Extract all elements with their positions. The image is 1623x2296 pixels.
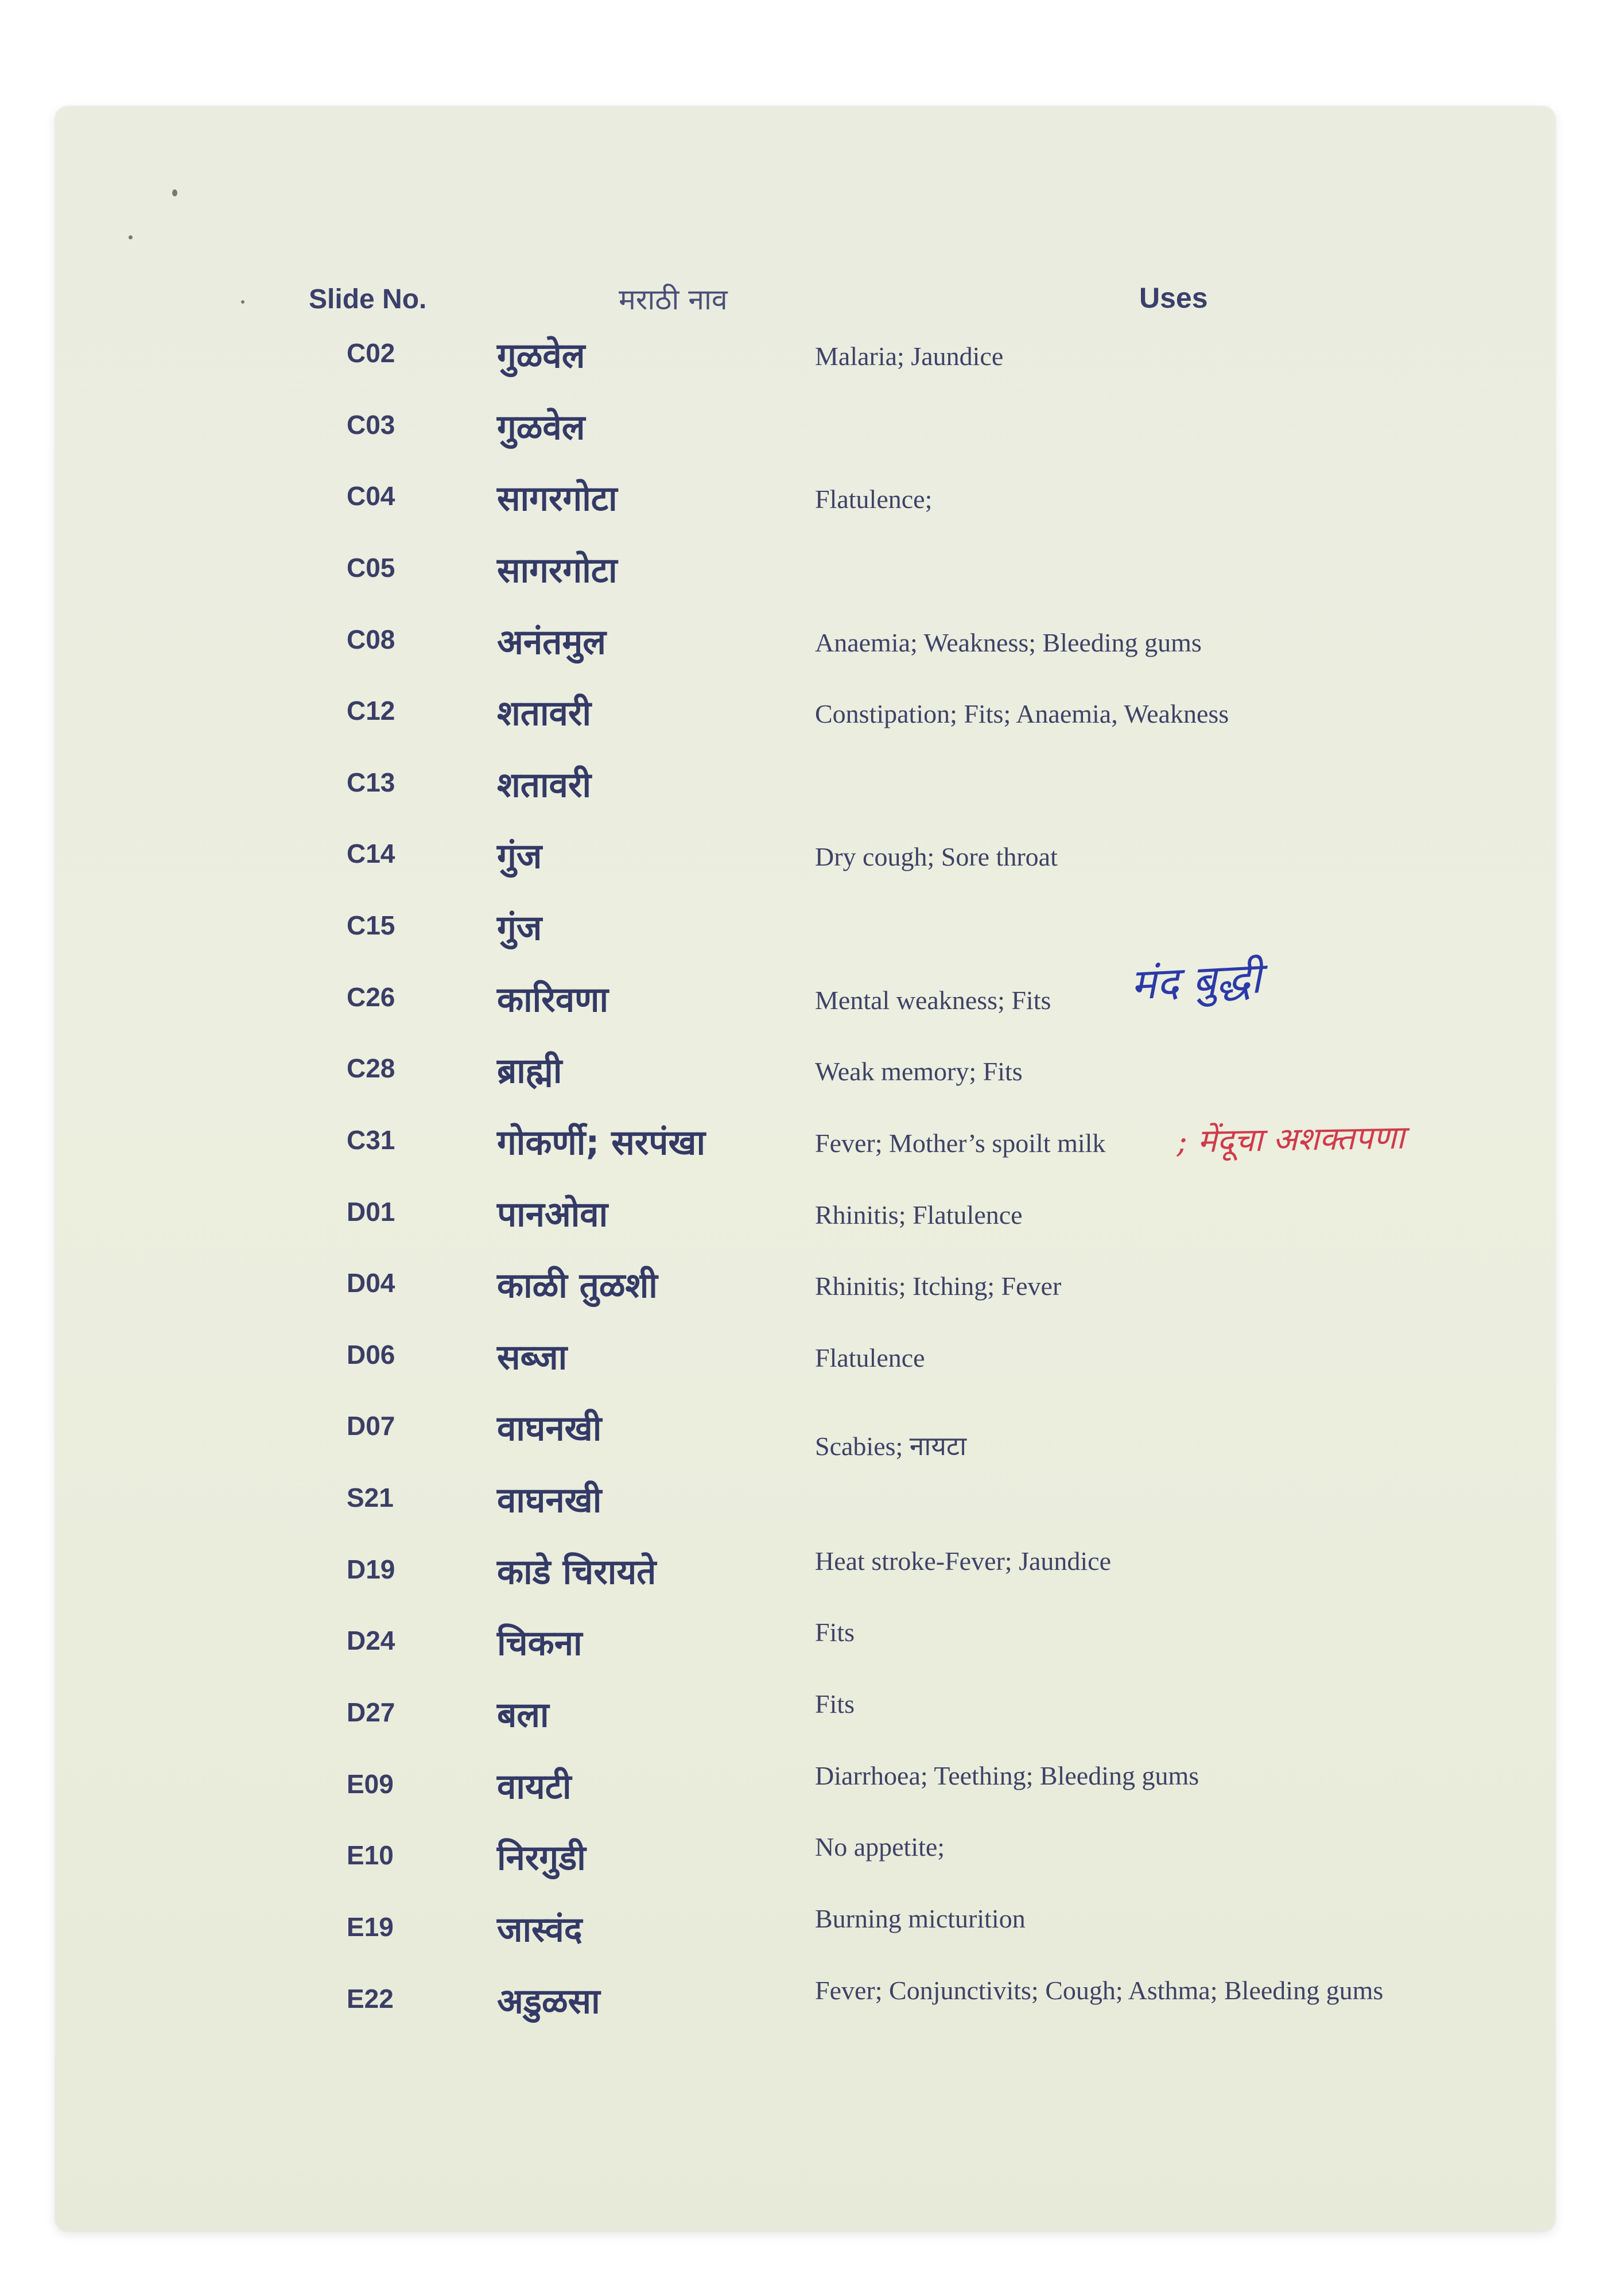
marathi-name: शतावरी <box>497 693 591 734</box>
slide-number: E22 <box>347 1984 394 2014</box>
marathi-name: अडुळसा <box>497 1981 600 2022</box>
uses-text: Flatulence; <box>815 484 933 514</box>
uses-text: Rhinitis; Flatulence <box>815 1200 1023 1230</box>
slide-number: S21 <box>347 1483 394 1512</box>
table-row <box>0 1119 1623 1196</box>
marathi-name: सागरगोटा <box>497 479 618 519</box>
uses-text: Flatulence <box>815 1343 925 1372</box>
marathi-name: सब्जा <box>497 1337 568 1378</box>
marathi-name: निरगुडी <box>497 1838 586 1878</box>
uses-text: Malaria; Jaundice <box>815 342 1004 371</box>
uses-text: Fever; Mother’s spoilt milk <box>815 1128 1106 1158</box>
marathi-name: कारिवणा <box>497 980 608 1020</box>
uses-text: Fits <box>815 1618 855 1647</box>
handwritten-note: ; मेंदूचा अशक्तपणा <box>1176 1119 1405 1161</box>
header-uses: Uses <box>1139 282 1208 314</box>
table-row <box>0 1196 1623 1268</box>
slide-number: D19 <box>347 1554 395 1584</box>
table-row <box>0 953 1623 1053</box>
table-row <box>0 1339 1623 1411</box>
handwritten-note: मंद बुद्धी <box>1129 953 1263 1010</box>
slide-number: E09 <box>347 1769 394 1799</box>
marathi-name: बला <box>497 1695 549 1735</box>
marathi-name: चिकना <box>497 1623 583 1663</box>
slide-number: E19 <box>347 1912 394 1942</box>
slide-number: C02 <box>347 338 395 368</box>
marathi-name: वायटी <box>497 1767 572 1807</box>
slide-number: C26 <box>347 982 395 1012</box>
table-row <box>0 480 1623 552</box>
uses-text: Diarrhoea; Teething; Bleeding gums <box>815 1761 1199 1790</box>
marathi-name: गुंज <box>497 836 542 876</box>
marathi-name: गुळवेल <box>497 408 585 448</box>
marathi-name: ब्राह्मी <box>497 1051 562 1091</box>
table-row <box>0 695 1623 767</box>
uses-text: Dry cough; Sore throat <box>815 842 1058 871</box>
slide-number: C04 <box>347 481 395 511</box>
slide-number: D27 <box>347 1697 395 1727</box>
table-row <box>0 910 1623 982</box>
marathi-name: गोकर्णी; सरपंखा <box>497 1123 706 1163</box>
marathi-name: वाघनखी <box>497 1409 602 1449</box>
uses-text: No appetite; <box>815 1832 945 1861</box>
table-row <box>0 409 1623 481</box>
uses-text: Heat stroke-Fever; Jaundice <box>815 1546 1112 1576</box>
table-row <box>0 1410 1623 1482</box>
slide-number: C13 <box>347 767 395 797</box>
uses-text: Fits <box>815 1689 855 1719</box>
marathi-name: शतावरी <box>497 765 591 805</box>
marathi-name: काडे चिरायते <box>497 1552 657 1592</box>
uses-text: Constipation; Fits; Anaemia, Weakness <box>815 699 1229 728</box>
marathi-name: अनंतमुल <box>497 622 606 662</box>
table-row <box>0 1267 1623 1339</box>
slide-number: C05 <box>347 553 395 583</box>
slide-number: E10 <box>347 1840 394 1870</box>
uses-text: Rhinitis; Itching; Fever <box>815 1271 1062 1301</box>
table-row <box>0 1976 1623 2055</box>
marathi-name: गुळवेल <box>497 336 585 376</box>
table-row <box>0 552 1623 624</box>
slide-number: C14 <box>347 839 395 868</box>
table-row <box>0 338 1623 409</box>
table-row <box>0 1053 1623 1124</box>
slide-number: D07 <box>347 1411 395 1441</box>
uses-text: Anaemia; Weakness; Bleeding gums <box>815 628 1202 657</box>
slide-number: C12 <box>347 696 395 726</box>
table-row <box>0 767 1623 839</box>
uses-text: Burning micturition <box>815 1904 1026 1933</box>
marathi-name: पानओवा <box>497 1194 608 1235</box>
slide-number: C31 <box>347 1125 395 1155</box>
table-row <box>0 624 1623 696</box>
slide-number: D24 <box>347 1626 395 1655</box>
slide-number: D01 <box>347 1197 395 1227</box>
uses-text: Weak memory; Fits <box>815 1057 1023 1086</box>
header-marathi-name: मराठी नाव <box>619 283 728 316</box>
marathi-name: सागरगोटा <box>497 550 618 591</box>
slide-number: C28 <box>347 1053 395 1083</box>
marathi-name: जास्वंद <box>497 1910 583 1950</box>
marathi-name: काळी तुळशी <box>497 1266 658 1306</box>
uses-text: Mental weakness; Fits <box>815 986 1051 1015</box>
marathi-name: वाघनखी <box>497 1480 602 1521</box>
uses-text: Scabies; नायटा <box>815 1432 967 1461</box>
marathi-name: गुंज <box>497 908 542 948</box>
table-row <box>0 838 1623 910</box>
uses-text: Fever; Conjunctivits; Cough; Asthma; Bleeding gums <box>815 1976 1384 2005</box>
dust-speck <box>241 300 244 304</box>
slide-number: C15 <box>347 910 395 940</box>
slide-number: D04 <box>347 1268 395 1298</box>
slide-number: C03 <box>347 410 395 440</box>
dust-speck <box>129 235 133 239</box>
dust-speck <box>172 189 177 196</box>
slide-number: D06 <box>347 1340 395 1370</box>
header-slide-no: Slide No. <box>309 284 427 315</box>
slide-number: C08 <box>347 625 395 654</box>
